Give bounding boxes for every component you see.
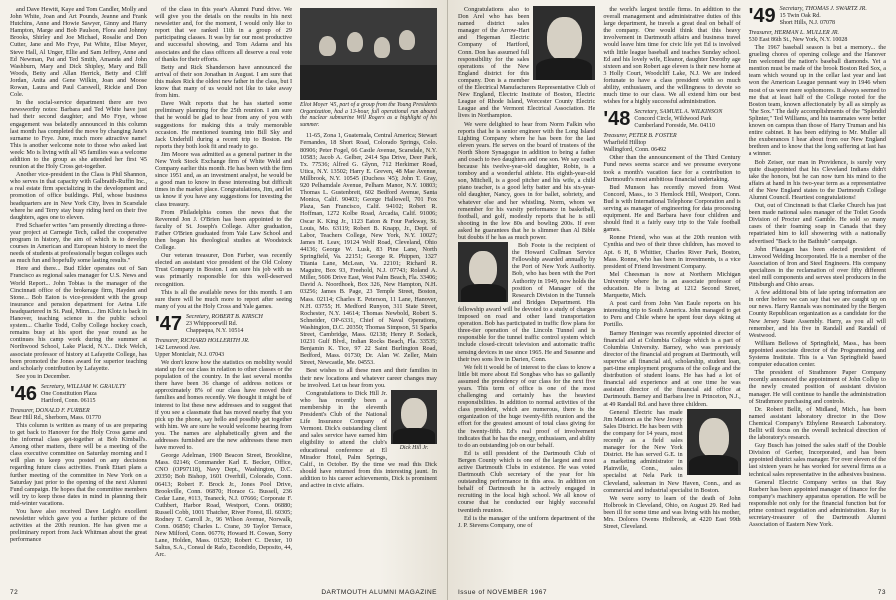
paragraph: Other than the announcement of the Third Century Fund news seems scarce and we presume everyone took a month's vacation face for a contribution to Dartmouth's most ambitious financial undertaking. [603, 154, 741, 183]
paragraph: Dave Walt reports that he has started some preliminary planning for the 25th reunion. I am sure that he would be glad to hear from any of you with suggestions for making this a truly memorable occasion. He mentioned teaming into Bill Sky and Jack Underhill during a recent trip to Boston. He reports they both look fit and ready to go. [155, 100, 292, 150]
class-46-header [10, 384, 147, 405]
paragraph: Betty and Rick Shanderson have announced the arrival of their son Jonathan in August. I am sure that this makes Rick the oldest new father in the class, but I know that many of us would not like to take away from him. [155, 63, 292, 100]
issue-date: Issue of NOVEMBER 1967 [458, 589, 548, 596]
jim-mattoon-headshot [687, 409, 741, 475]
right-column-3 [749, 6, 886, 576]
left-column-3 [300, 6, 437, 576]
bob-foote-headshot [458, 242, 508, 302]
paragraph: of the class in this year's Alumni Fund drive. We will give you the details on the results in his next newsletter and, for the moment, I would only like to report that we ranked 11th in a group of 29 participating classes. It was by far our most productive and successful showing, and Tom Adams and his associates and the class officers all deserve a real vote of thanks for their efforts. [155, 6, 292, 63]
treasurer-city: Wallingford, Conn. 06492 [603, 147, 667, 154]
paragraph: William Bellows of Springfield, Mass., has been appointed associate director of the Programming and Systems Institute. This is a Van Springfield based computer education center. [748, 339, 886, 369]
class-number: '49 [748, 6, 776, 27]
paragraph: Here and there... Bud Elder operates out of San Francisco as regional sales manager for U.S. News and World Report... John Tobias is the manager of the Cincinnati office of the brokerage firm, Hayden and Stone... Bob Eaton is vice-president with the group insurance and pension department for Aetna Life headquartered in St. Paul, Minn.... Jim Klotz is back in Hanover, teaching science in the public school system... Charlie Todd, Colby College hockey coach, remains busy at his sport the year round as he continues his camp work during the summer at Northwood School, Lake Placid, N.Y... Dick Welch, associate professor of history at Lafayette College, has been promoted the Jones award for superior teaching and scholarly contribution by Lafayette. [10, 265, 147, 372]
paragraph: We don't know how the statistics on mobility would stand up for our class in relation to other classes or the population of the country. In the last several months there have been 36 change of address notices or approximately 8% of our class have moved their families and homes recently. We thought it might be of interest to list these new addresses and to suggest that if you see a classmate that has moved nearby that you pick up the phone, say hello and possibly get together with him. We are sure he would welcome hearing from you. The names are alphabetically given and the addresses furnished are the new addresses these men have moved to. [155, 358, 292, 452]
left-column-2 [155, 6, 292, 576]
paragraph: Barney Heninger was recently appointed director of financial aid at Columbia College which is a part of Columbia University. Barney, who was previously director of the financial aid program at Dartmouth, will supervise all financial aid, scholarship, student loan, part-time employment programs of the college and the distribution of student loans. He has had a lot of financial aid experience and at one time he was assistant director of the financial aid office at Dartmouth. Barney and Barbara live in Princeton, N.J., at 49 Randall Rd. and have three children. [603, 329, 741, 408]
paragraph: Bob Foote is the recipient of the Howard Cullman Service Fellowship awarded annually by the Port of New York Authority. Bob, who has been with the Port Authority in 1949, now holds the position of Manager of the Research Division in the Tunnels and Bridges Department. His fellowship award will be devoted to a study of charges imposed on road and other land transportation operation. Bob has participated in traffic flow plans for three-tier operation of the Lincoln Tunnel and is responsible for the tunnel traffic control system which include closed-circuit television and automatic traffic sensing devices in use since 1965. He and Susanne and their two sons live in Darien, Conn. [458, 242, 596, 363]
right-column-2 [603, 6, 740, 576]
secretary-city: Chappaqua, N.Y. 10514 [186, 327, 244, 334]
class-number: '48 [603, 108, 631, 131]
page-number: 73 [877, 589, 886, 596]
treasurer-address: Wharfield Hilltop [603, 140, 647, 147]
submarine-group-photo [300, 8, 437, 100]
secretary-address: 23 Whippoorwill Rd. [186, 320, 238, 327]
secretary-city: Hartford, Conn. 06115 [41, 397, 96, 404]
paragraph: Another vice-president in the Class is Phil Shannon, who serves in that capacity with Galbraith-Ruffin Inc., a real estate firm specializing in the development and promotion of office buildings. Phil, whose business headquarters are in New York City, lives in Scarsdale where he and Terry stay busy riding herd on their five daughters, ages one to eleven. [10, 171, 147, 221]
secretary-address: One Constitution Plaza [41, 390, 97, 397]
paragraph: You have also received Dave Leigh's excellent newsletter which gave you a further picture of the activities at the 20th reunion. He has given me a preliminary report from Jack Whitman about the great performance [10, 508, 147, 544]
treasurer-address: 530 East 86th St., New York, N.Y. 10028 [748, 37, 848, 43]
paragraph: Congratulations to Dick Hill Jr. who has recently been a membership in the eleventh President's Club of the National Life Insurance Company of Vermont. Dick's outstanding client and sales service have earned him eligibility to attend the club's educational conference at El Mirador Hotel, Palm Springs, Calif., in October. By the time we read this Dick should have returned from this interesting jaunt. In addition to his career achievements, Dick is prominent and active in civic affairs. [300, 389, 437, 489]
paragraph: A post card from John Van Eaule reports on his interesting trip to South America. John managed to get to Peru and Chile where he spent four days skiing at Portillo. [603, 300, 741, 329]
secretary-name: Secretary, WILLIAM W. GRAULTY [41, 383, 126, 390]
class-49-header [749, 6, 886, 27]
paragraph: General Electric has made Jim Mattoon as the New Jersey Sales District. He has been with the company for 14 years, most recently as a field sales manager for the New York District. He has served G.E. in a marketing administrator in Plainville, Conn., sales specialist at Nela Park in Cleveland, salesman in New Haven, Conn., and as commercial and industrial specialist in Boston. [603, 408, 741, 494]
paragraph: This column is written as many of us are preparing to get back to Hanover for the Holy Cross game and the informal class get-together at Bob Kimball's. Among other matters, there will be a meeting of the class executive committee on Saturday morning and I will plan to keep you posted on any decisions regarding future class activities. Frank Ettari plans a further meeting of the committee in New York on a Saturday just prior to the opening of the next Alumni Fund campaign. He hopes that the committee members will try to keep those dates in mind in planning their mid-winter vacations. [10, 421, 147, 507]
paragraph: The 1967 baseball season is but a memory... the grueling chores of opening college and the Hanover Inn welcomed the nation's baseball diamonds. Yet a mention must be made of the brook Boston Red Sox, a team which wound up in the cellar last year and last won the American League pennant way in 1946 when most of us were mere sophomores. It always seemed to me that at least half of the College rooted for the Boston team, known affectionately by all as simply as "the Sox." The daily accomplishments of the "Splendid Splinter," Ted Williams, and his teammates were better known on campus than those of Harry Truman and his entire cabinet. It has been edifying to Mr. Muller all the exuberances I hear about from our New England brethren and to know that the long suffering at last has a winner. [748, 44, 886, 158]
paragraph: Out, out of Cincinnati is that Clarke Church has just been made national sales manager of the Toilet Goods Division of Procter and Gamble. He sold so many cases of their foaming soap in Canada that they repatriated him to kill showering with a nationally advertised "Back to the Bathtub" campaign. [748, 202, 886, 245]
paragraph: The president of Strathmore Paper Company recently announced the appointment of John Collop to the newly created position of assistant division manager. He will continue to handle the administration of Strathmore purchasing and controls. [748, 369, 886, 405]
paragraph: John Flanagan has been elected president of Linwood Welding Incorporated. He is a member of the Association of Iron and Steel Engineers. His company specializes in the reclamation of over fifty different steel mill components and serves steel producers in the Pittsburgh and Ohio areas. [748, 245, 886, 289]
right-page [448, 0, 896, 600]
paragraph: Our veteran treasurer, Don Furber, was recently elected an assistant vice president of the Old Colony Trust Company in Boston. I am sure his job with us was primarily responsible for this well-deserved recognition. [155, 252, 292, 288]
paragraph: See you in December. [16, 372, 71, 380]
treasurer-address: Bear Hill Rd., Sherborn, Mass. 01770 [10, 414, 101, 421]
left-column-1 [10, 6, 147, 576]
treasurer-name: Treasurer, HERMAN L. MULLER JR. [748, 30, 840, 36]
paragraph: Mel Cheesman is now at Northern Michigan University where he is an associate professor of education. He is living at 1212 Second Street, Marquette, Mich. [603, 270, 741, 300]
paragraph: A few additional bits of late spring information are in order before we can say that we are caught up on our news. Harry Rannals was nominated by the Bergen County Republican organization as a candidate for the New Jersey State Assembly. Harry, as you all will remember, and his five in Randall and Randall of Westwood. [748, 289, 886, 339]
secretary-city: Short Hills, N.J. 07078 [779, 20, 836, 26]
class-number: '46 [10, 382, 38, 405]
paragraph: Dr. Robert Bellit, of Midland, Mich., has been named assistant laboratory director in the Dow Chemical Company's Ethylene Research Laboratory. Bellit will focus on the overall technical direction of the laboratory's research. [748, 405, 886, 442]
paragraph: We felt it would be of interest to the class to know a little bit more about Ed Songbas who has so gallantly assumed the presidency of our class for the next five years. This term of office is one of the most challenging and certainly has the heaviest responsibilities. In addition to normal activities of the class president, which are numerous, there is the organization of the huge twenty-fifth reunion and the effort for the greatest amount of total class giving for the twenty-fifth. Ed's real proof of involvement indicates that he has the energy, enthusiasm, and ability to do an outstanding job on our behalf. [458, 363, 596, 449]
paragraph: Bud Munson has recently moved from West Concord, Mass., to 3 Hemlock Hill, Westport, Conn. Bud is with International Telephone Corporation and is serving as manager of engineering for data processing equipment. He and Barbara have four children and should find it a fairly easy trip to the Yale football games. [603, 183, 741, 234]
paragraph: Jim Moore was admitted as a general partner in the New York Stock Exchange firm of White Weld and Company earlier this month. He has been with the firm since 1951 and, as an investment analyst, he would be a good man to know in these interesting but difficult times in the market place. Congratulations, Jim, and let us know if you have any suggestions for investing the class treasury. [155, 150, 292, 208]
paragraph: Congratulations also to Don Arel who has been named district sales manager of the Arrow-Hart and Hegeman Electric Company of Hartford, Conn. Don has assumed full responsibility for the sales operations of the New England district for this company. Don is a member of the Electrical Manufacturers Representative Club of New England, Electric Institute of Boston, Electric League of Rhode Island, Worcester County Electric League and the Vermont Electrical Association. He lives in Northampton. [458, 6, 596, 120]
paragraph: Best wishes to all these men and their families in their new locations and whatever career changes may be involved. Let us hear from you. [300, 367, 437, 389]
secretary-city: Cumberland Foreside, Me. 04110 [634, 123, 715, 130]
secretary-name: Secretary, SAMUEL A. WILKINSON [634, 109, 723, 116]
page-number: 72 [10, 589, 19, 596]
secretary-name: Secretary, ROBERT B. KIRSCH [186, 313, 263, 320]
paragraph: From Philadelphia comes the news that the Reverend Jon J. O'Brien has been appointed to the faculty of St. Joseph's College. After graduation, Father O'Brien graduated from Yale Law School and then began his theological studies at Woodstock College. [155, 208, 292, 252]
paragraph: George Adelman, 1900 Beacon Street, Brookline, Mass. 02146; Commander Karl E. Becker, Office, CNO (OP97118), Navy Dept., Washington, D.C. 20350; Bob Bishop, 1601 Overhill, Colorado, Conn. 06413; Robert F. Brock Jr., Jones Pool Drive, Brookville, Conn. 06870; Horace G. Bussell, 236 Cedar Lane, #113, Teaneck, N.J. 07666; Corporate F. Cuthbert, Harbor Road, Westport, Conn. 06880; Russell Cobb, 1001 Thatcher, River Forest, Ill. 60305; Rodney T. Carroll Jr., 96 Wilson Avenue, Norwalk, Conn. 06850; Charles L. Crane, 39 Taylor Terrace, New Milford, Conn. 06776; Howard H. Cowan, Sorry Lane, Holden, Mass. 01520; Robert C. Dexter, 10 Saltus, S.A., Consul de Rafo, Escondido, Deposito, 44, Arc. [155, 452, 292, 559]
paragraph: In the social-service department there are two newsworthy notes: Barbara and Ted White have just had their second daughter; and Mo Frye, whose engagement was belatedly announced in this column last month has completed the move by changing Jane's surname to Frye. June, much more attractive name! This is another welcome note to those who asked last week: Mo is living with all '45 families was a welcome addition to the group as she attended her first '45 reunion at the Holy Cross get-together. [10, 99, 147, 171]
headshot-caption: Dick Hill Jr. [399, 444, 429, 451]
treasurer-city: Upper Montclair, N.J. 07043 [155, 351, 225, 358]
paragraph: Ed is the manager of the uniform department of the J. P. Stevens Company, one of [458, 514, 596, 529]
class-48-header [603, 109, 740, 130]
paragraph: Ed is still president of the Dartmouth Club of Bergen County which is one of the largest and most active Dartmouth Clubs in existence. He was voted Dartmouth Club secretary of the year for his outstanding performance in this area. In addition on behalf of Dartmouth he is actively engaged in recruiting in the local high school. We all know of course that he conducted our highly successful twentieth reunion. [458, 449, 596, 514]
paragraph: We were delighted to hear from Norm Falkin who reports that he is senior engineer with the Long Island Lighting Company where he has been for the last eleven years. He serves on the board of trustees of the North Shore Synagogue in addition to being a father and coach to two daughters and one son. We say coach because his twelve-year-old daughter, Robin, is a tomboy and a wonderful athlete. His eighth-year-old son, Mitchell, is a good pitcher and his wife, a child piano teacher, is a good lefty batter and his six-year-old daughter, Nancy, goes in for ballet, sobriety, and whatever else and her whistling. Norm, whom we remember for his varsity performance in basketball, football, and golf, modestly reports that he is still shooting in the low 80s and bowling 200s. If ever asked he guarantees that he is slimmer than Al Bible but doubts if he has as much power. [458, 120, 596, 241]
paragraph: General Electric Company writes us that Ray Rueberr has been appointed manager of finance for the company's machinery apparatus operation. He will be responsible not only for the financial function but for prime contract negotiation and administration. Ray is secretary-treasurer of the Dartmouth Alumni Association of Eastern New York. [748, 478, 886, 529]
treasurer-name: Treasurer, DONALD F. FURBER [10, 407, 90, 414]
paragraph: and Dave Hewitt, Kaye and Tom Candler, Molly and John White, Joan and Art Pounds, Jeanne and Frank Hutchins, Anne and Howie Sawyer, Ginny and Harry Hampton, Marge and Bob Paulson, Flora and Johnny Brooks, Shirley and Joe Michael, Rosalie and Don Cutter, Jane and Mo Frye, Pat White, Elise Meyer, Steve Hall, Al Unger, Ellie and Sam Jeffrey, Anne and Ed Newman, Pat and Ted Smith, Amanda and John Washburn, Mary and Dick Shipley, Mary and Bill Woods, Betty and Allan Herrick, Betty and Cliff Jordan, Anita and Gene Wilkin, Joan and Moose Rowan, Laura and Paul Carswell, Rickie and Don Cole. [10, 6, 147, 99]
paragraph: the world's largest textile firms. In addition to the overall management and administrative duties of this large department, he travels a great deal on behalf of the company. One would think that this heavy involvement in Dartmouth affairs and business travel would leave him time for civic life yet Ed is involved with little league baseball and teaches Sunday school. Ed and his lovely wife, Eleanor, daughter Dorothy age sixteen and son Robert age eleven is their new home at 3 Holly Court, Woodcliff Lake, N.J. We are indeed fortunate to have a class president with so much ability, enthusiasm, and the willingness to devote so much time to our class. We all extend him our best wishes for a highly successful administration. [603, 6, 741, 106]
paragraph: 11-65, Zona 1, Guatemala, Central America; Stewart Fernandes, 18 Short Road, Colorado Springs, Colo. 80906; Peter Fogel, 66 Castle Avenue, Scarsdale, N.Y. 10583; Jacob A. Gelber, 2414 Spa Drive, Deer Park, Tx. 77536; Alfred G. Glynn, 712 Herkimer Road, Utica, N.Y. 13502; Harry E. Greven, 48 Mae Avenue, Millbrook, N.Y. 10545 (Duchess '45); John T. Gray, 920 Pelhamdale Avenue, Pelham Manor, N.Y. 10803; Thomas L. Gustenbreit, 602 Bedford Avenue, Santa Monica, Calif. 90403; George Hallowell, 701 Fox Plaza, San Francisco, Calif. 94102; Robert R. Hoffman, 1272 Kolbe Road, Arcadia, Calif. 91006; Oscar K. King Jr., 1123 Eaton & Four Parkway, St. Louis, Mo. 63119; Robert B. Knapp, Jr., Dept. of Labor, Teachers College, New York, N.Y. 10027; James H. Leav, 19124 Wolf Road, Cleveland, Ohio 44136; George W. Lusk, 83 Pine Lane, North Springfield, Va. 22151; George R. Phippen, 1327 Titania Lane, McLean, Va. 22101; Richard R. Maguire, Box 93, Freehold, N.J. 07743; Roland A. Miller, 5606 Drive East, West Palm Beach, Fla. 33406; David A. Noordhoek, Box 326, New Hampton, N.H. 03256; James B. Page, 23 Temple Street, Boston, Mass. 02114; Charles E. Peterson, 11 Lane, Hanover, N.H. 03755; H. Medford Runyon, 311 State Street, Rochester, N.Y. 14614; Thomas Newbold, Robert S. Schneider, OP-6331, Chief of Naval Operations, Washington, D.C. 20350; Thomas Simpson, 51 Sparks Street, Cambridge, Mass. 02138; Henry P. Sodack, 10231 Gulf Blvd., Indian Rocks Beach, Fla. 33535; Benjamin K. Tice, 97 22 Saint Burlington Road, Bedford, Mass. 01730; Dr. Alan W. Zeller, Main Street, Newcastle, Me. 04553. [300, 132, 437, 367]
secretary-name: Secretary, THOMAS J. SWARTZ JR. [779, 6, 867, 12]
paragraph: This is all the available news for this month. I am sure there will be much more to report after seeing many of you at the Holy Cross and Yale games. [155, 288, 292, 310]
class-47-header [155, 314, 292, 335]
treasurer-name: Treasurer, PETER B. FOSTER [603, 133, 677, 140]
right-footer [458, 589, 886, 596]
secretary-address: 15 Twin Oak Rd. [779, 13, 821, 19]
paragraph: Ronne Friend, who was at the 20th reunion with Cynthia and two of their three children, has moved to Apt. 6 H, 8 Whittier, Charles River Park, Boston, Mass. Ronne, who has been in investments, is a vice president of Friend Investment Company. [603, 234, 741, 270]
photo-caption: Eliot Moyer '45, part of a group from the Young Presidents Organization, had a 13-hour, full operational run aboard the nuclear submarine Will Rogers as a highlight of his summer. [300, 102, 437, 128]
class-number: '47 [155, 312, 183, 335]
treasurer-address: 142 Lenwood Ave. [155, 344, 201, 351]
paragraph: Fred Schaefer writes "am presently directing a three-year project at Carnegie Tech, called the cooperative program in history, the aim of which is to develop courses in American and European history to meet the needs of students at professionally begun colleges such as much fun and hopefully some lasting results." [10, 221, 147, 265]
treasurer-name: Treasurer, RICHARD HOLLERITH JR. [155, 337, 250, 344]
paragraph: Bob Zeiser, our man in Providence, is surely very quite disappointed that his Cleveland Indians didn't take the honors, but he can now turn his mind to the affairs at hand in his two-year term as a representative of the New England states to the Dartmouth College Alumni Council. Heartiest congratulations! [748, 158, 886, 201]
dick-hill-headshot [391, 390, 437, 444]
don-arel-headshot [533, 6, 595, 80]
magazine-title: DARTMOUTH ALUMNI MAGAZINE [321, 589, 437, 596]
right-column-1 [458, 6, 595, 576]
paragraph: We were sorry to learn of the death of John Holbrook in Cleveland, Ohio, on August 29. Red had been ill for some time and was living with his mother, Mrs. Dolores Owens Holbrook, at 4220 East 99th Street, Cleveland. [603, 494, 741, 531]
paragraph: Guy Busch has joined the sales staff of the Double Division of Gerber, Incorporated, and has been appointed district sales manager. For over eleven of the last sixteen years he has worked for several firms as a technical sales representative in the adhesives business. [748, 442, 886, 478]
secretary-address: Concord Circle, Wildwood Park [634, 116, 712, 123]
left-footer [10, 589, 437, 596]
